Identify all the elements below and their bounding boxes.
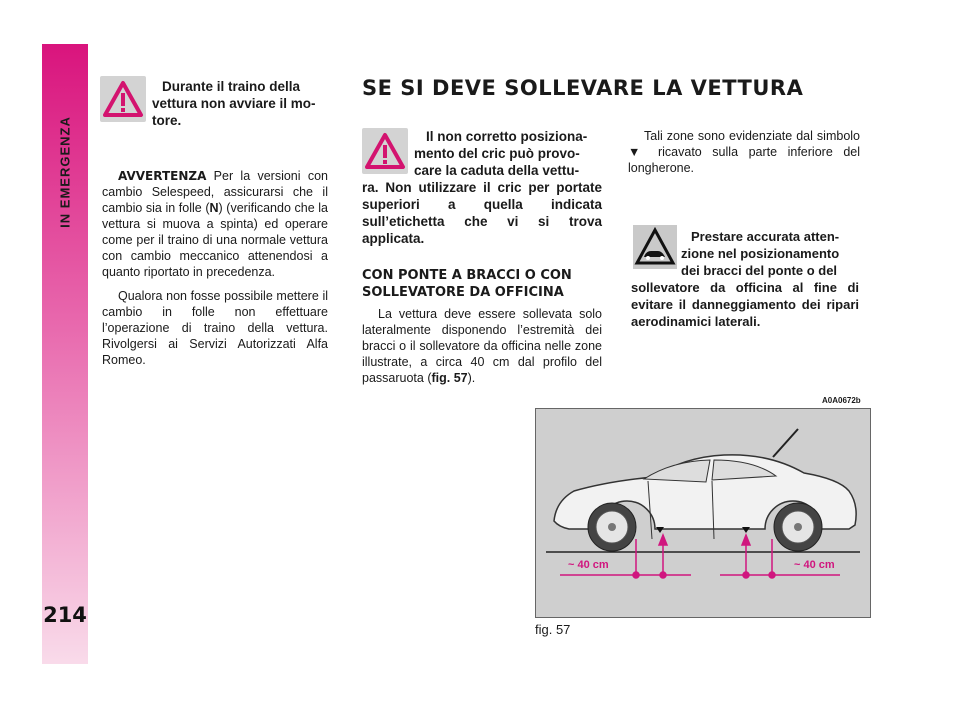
lift-warning — [631, 228, 859, 330]
car-side-illustration — [536, 409, 870, 617]
lift-text: La vettura deve essere sollevata solo lateralmente disponendo l’estremità dei bracci o il sollevatore da officina nelle zone illustrate, a circa 40 cm dal profilo del passaruota ( — [362, 307, 602, 385]
section-title: IN EMERGENZA — [57, 116, 73, 228]
towing-warning — [152, 78, 327, 129]
towing-warning-line-2: vettura non avviare il mo- — [152, 96, 316, 111]
page-title: SE SI DEVE SOLLEVARE LA VETTURA — [362, 76, 804, 100]
avvertenza-label: AVVERTENZA — [118, 169, 207, 183]
sidebar-band — [42, 44, 88, 664]
lift-warning-line-1: Prestare accurata atten- — [691, 229, 840, 244]
jack-warning-line-3: care la caduta della vettu- — [414, 163, 580, 178]
car-lift-figure — [535, 408, 871, 618]
lift-warning-line-2: zione nel posizionamento — [681, 246, 840, 261]
lift-warning-line-3: dei bracci del ponte o del — [681, 263, 838, 278]
left-dimension-label: ~ 40 cm — [568, 559, 609, 571]
avvertenza-text-1: Per la versioni con cambio Selespeed, assicurarsi che il cambio sia in folle ( — [102, 169, 328, 215]
lift-text-end: ). — [467, 371, 476, 385]
zones-paragraph: Tali zone sono evidenziate dal simbolo ▼ ricavato sulla parte inferiore del longherone. — [628, 129, 860, 175]
fig-reference: fig. 57 — [431, 371, 468, 385]
avvertenza-gear: N — [209, 201, 219, 215]
front-wheel — [774, 503, 822, 551]
towing-warning-line-3: tore. — [152, 113, 182, 128]
zones-text — [628, 128, 860, 184]
jack-warning — [362, 128, 602, 247]
figure-code: A0A0672b — [822, 396, 861, 405]
rear-wheel — [588, 503, 636, 551]
avvertenza-block — [102, 168, 328, 376]
figure-caption: fig. 57 — [535, 622, 571, 637]
towing-warning-line-1: Durante il traino della — [162, 79, 301, 94]
lift-warning-rest: sollevatore da officina al fine di evitare il danneggiamento dei ripari aerodinamici laterali. — [631, 280, 859, 329]
subsection-title: CON PONTE A BRACCI O CON SOLLEVATORE DA OFFICINA — [362, 268, 572, 300]
paragraph-no-neutral: Qualora non fosse possibile mettere il cambio in folle non effettuare l’operazione di traino della vettura. Rivolgersi ai Servizi Autorizzati Alfa Romeo. — [102, 289, 328, 367]
avvertenza-text-2: ) (verificando che la vettura si muova a spinta) ed operare come per il traino di una normale vettura con cambio meccanico attenendosi a quanto riportato in precedenza. — [102, 201, 328, 279]
page-number: 214 — [43, 603, 87, 627]
jack-warning-line-2: mento del cric può provo- — [414, 146, 580, 161]
jack-warning-rest: ra. Non utilizzare il cric per portate superiori a quella indicata sull’etichetta che vi si trova applicata. — [362, 180, 602, 246]
jack-warning-line-1: Il non corretto posiziona- — [426, 129, 588, 144]
warning-triangle-icon — [100, 76, 146, 122]
section-tab — [42, 44, 88, 284]
subsection-body — [362, 306, 602, 394]
right-dimension-label: ~ 40 cm — [794, 559, 835, 571]
